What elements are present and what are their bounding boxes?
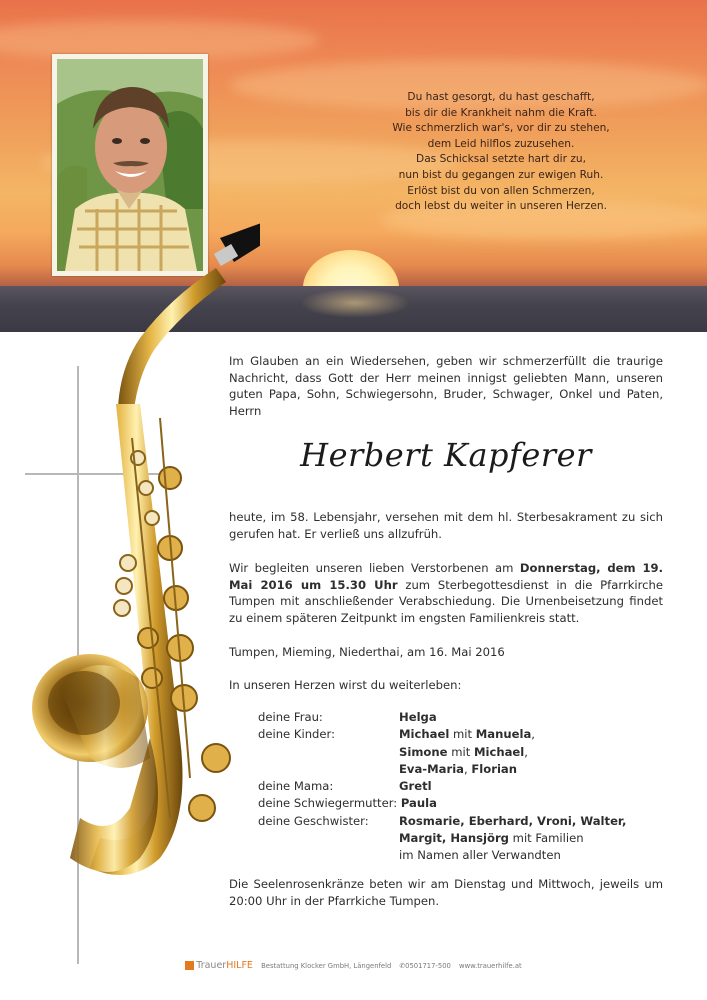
poem-line: Du hast gesorgt, du hast geschafft, <box>407 91 595 103</box>
relative-label: deine Kinder: <box>258 727 336 742</box>
logo-text-a: Trauer <box>196 960 227 971</box>
logo-text-b: HILFE <box>226 960 253 971</box>
relative-label: deine Geschwister: <box>258 813 369 828</box>
all-relatives: im Namen aller Verwandten <box>399 848 561 863</box>
mit-familien: mit Familien <box>512 831 584 846</box>
poem-line: Das Schicksal setzte hart dir zu, <box>416 153 586 166</box>
funeral-text-b: zum Sterbegottesdienst in die Pfarrkirche Tumpen mit anschließender Verabschiedung. Die Urnenbeisetzung findet zu einem späteren Zeitpunkt im engsten Familienkreis statt. <box>229 577 663 625</box>
relative-label: deine Frau: <box>258 710 323 724</box>
relative-label-text: deine Schwiegermutter: <box>258 796 398 811</box>
relative-name: Margit, Hansjörg <box>399 831 509 846</box>
relative-label: deine Mama: <box>258 779 334 794</box>
poem-line: dem Leid hilflos zuzusehen. <box>427 137 575 150</box>
mit-word: mit <box>451 744 471 759</box>
relative-name: Paula <box>400 796 437 811</box>
phone: ✆0501717-500 <box>399 961 451 970</box>
relative-name: Rosmarie, Eberhard, Vroni, Walter, <box>399 813 627 828</box>
website-link[interactable]: www.trauerhilfe.at <box>459 961 522 970</box>
poem-line: bis dir die Krankheit nahm die Kraft. <box>405 106 597 119</box>
place-date: Tumpen, Mieming, Niederthai, am 16. Mai 2016 <box>229 645 505 659</box>
relative-names: Michael mit Manuela, <box>399 727 535 742</box>
death-notice-text: heute, im 58. Lebensjahr, versehen mit dem hl. Sterbesakrament zu sich gerufen hat. Er verließ uns allzufrüh. <box>229 510 663 541</box>
relative-names: Eva-Maria, Florian <box>399 761 518 776</box>
funeral-text <box>229 560 663 626</box>
relative-name: Manuela <box>475 727 532 742</box>
trauerhilfe-logo <box>196 960 253 971</box>
deceased-name: Herbert Kapferer <box>300 436 592 474</box>
relative-name: Michael <box>399 727 450 742</box>
relative-names <box>399 830 584 847</box>
poem <box>356 90 646 215</box>
relative-label <box>258 795 437 812</box>
hearts-intro: In unseren Herzen wirst du weiterleben: <box>229 678 462 692</box>
funeral-text-a: Wir begleiten unseren lieben Verstorbenen am <box>229 561 520 575</box>
relative-names: Simone mit Michael, <box>399 744 528 759</box>
relative-name: Eva-Maria <box>399 761 464 776</box>
poem-line: nun bist du gegangen zur ewigen Ruh. <box>398 168 604 181</box>
relative-name: Helga <box>399 710 437 724</box>
poem-line: Wie schmerzlich war's, vor dir zu stehen, <box>392 122 610 135</box>
footer <box>0 960 707 971</box>
mit-word: mit <box>453 727 473 742</box>
relative-name: Michael <box>473 744 525 759</box>
sea-glint <box>300 288 410 318</box>
funeral-date: Donnerstag, dem 19. Mai 2016 um 15.30 Uhr <box>229 561 663 592</box>
relative-name: Florian <box>471 761 518 776</box>
intro-text: Im Glauben an ein Wiedersehen, geben wir schmerzerfüllt die traurige Nachricht, dass Gott der Herr meinen innigst geliebten Mann, unseren guten Papa, Sohn, Schwiegersohn, Bruder, Schwager, Onkel und Paten, Herrn <box>229 354 663 418</box>
relative-name: Gretl <box>399 779 432 794</box>
trauerhilfe-logo-icon <box>185 961 194 970</box>
rosary-text: Die Seelenrosenkränze beten wir am Dienstag und Mittwoch, jeweils um 20:00 Uhr in der Pfarrkiche Tumpen. <box>229 877 663 908</box>
relative-name: Simone <box>399 744 448 759</box>
company-name: Bestattung Klocker GmbH, Längenfeld <box>261 961 392 970</box>
poem-line: Erlöst bist du von allen Schmerzen, <box>407 184 595 197</box>
poem-line: doch lebst du weiter in unseren Herzen. <box>395 200 607 213</box>
saxophone-image <box>20 218 260 888</box>
